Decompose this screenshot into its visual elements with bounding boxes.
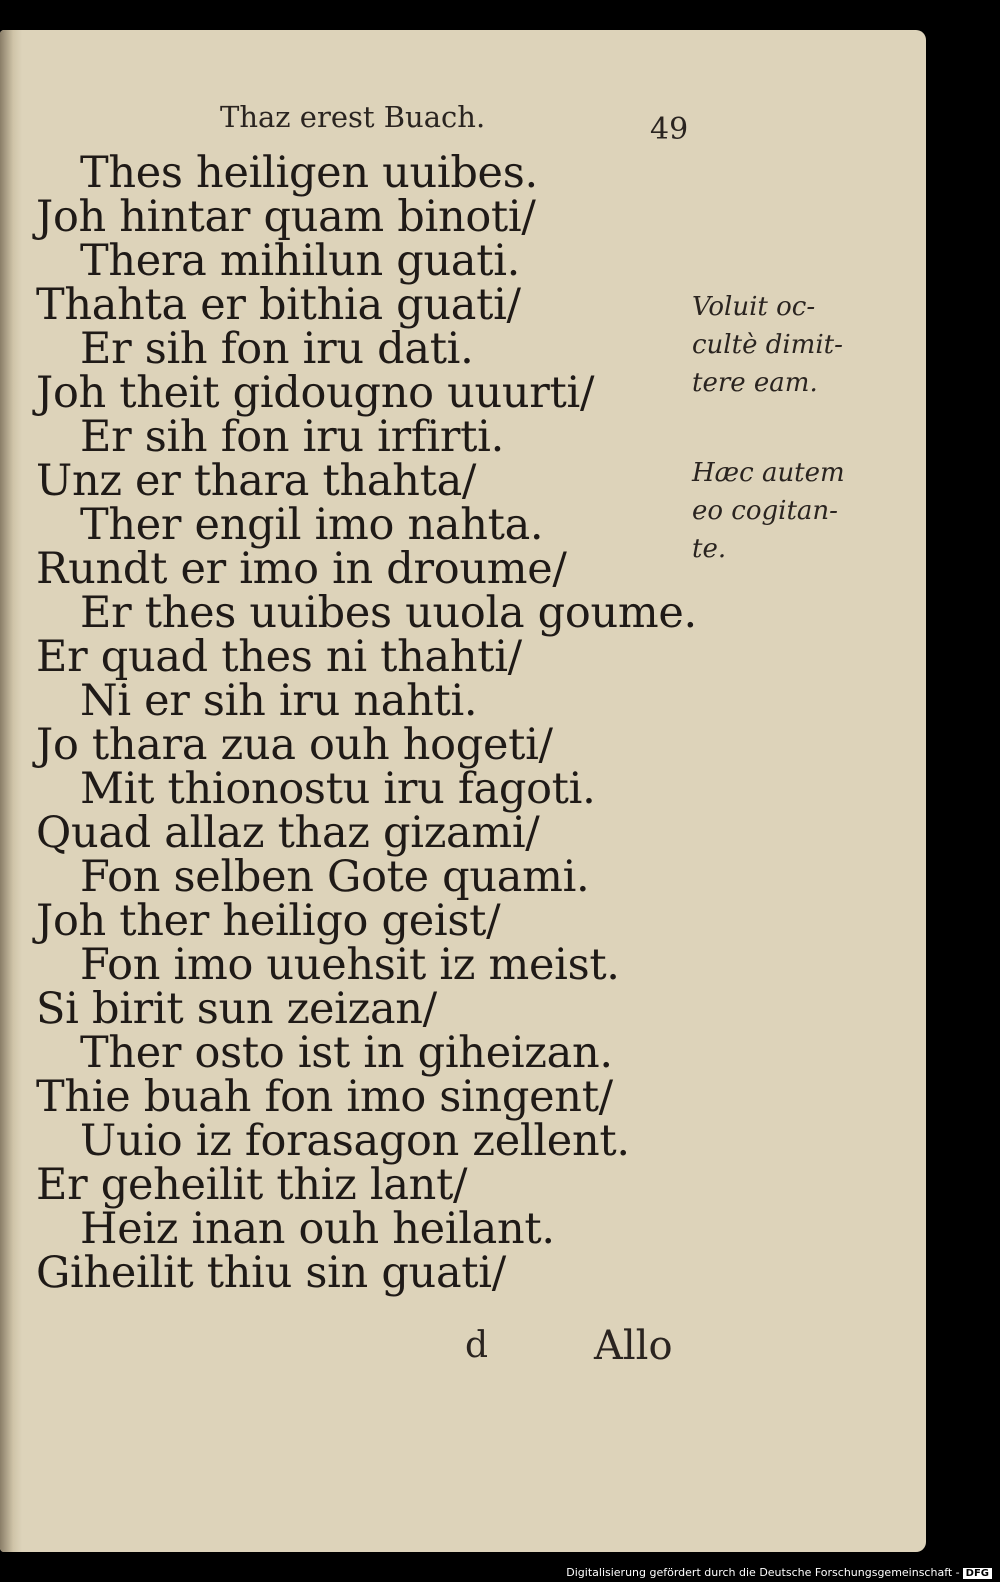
verse-line: Ni er sih iru nahti. [80, 676, 478, 726]
verse-line: Giheilit thiu sin guati/ [36, 1248, 506, 1298]
dfg-logo: DFG [963, 1568, 992, 1579]
verse-line: Mit thionostu iru fagoti. [80, 764, 596, 814]
verse-line: Joh ther heiligo geist/ [36, 896, 501, 946]
verse-line: Thera mihilun guati. [80, 236, 521, 286]
margin-note-line: eo cogitan- [692, 496, 838, 526]
margin-note [692, 454, 845, 568]
digitization-credit [566, 1566, 992, 1579]
verse-line: Er quad thes ni thahti/ [36, 632, 522, 682]
running-header: Thaz erest Buach. [220, 100, 486, 134]
verse-line: Thahta er bithia guati/ [36, 280, 521, 330]
page-number: 49 [650, 112, 689, 147]
verse-line: Unz er thara thahta/ [36, 456, 477, 506]
verse-line: Fon selben Gote quami. [80, 852, 590, 902]
margin-note-line: Voluit oc- [692, 292, 816, 322]
verse-line: Er geheilit thiz lant/ [36, 1160, 468, 1210]
verse-line: Fon imo uuehsit iz meist. [80, 940, 620, 990]
verse-line: Joh hintar quam binoti/ [36, 192, 536, 242]
margin-note [692, 288, 843, 402]
verse-line: Si birit sun zeizan/ [36, 984, 437, 1034]
margin-note-line: te. [692, 534, 727, 564]
book-page [0, 30, 926, 1552]
verse-line: Er thes uuibes uuola goume. [80, 588, 697, 638]
verse-line: Uuio iz forasagon zellent. [80, 1116, 630, 1166]
verse-line: Quad allaz thaz gizami/ [36, 808, 540, 858]
margin-note-line: Hæc autem [692, 458, 845, 488]
verse-line: Er sih fon iru dati. [80, 324, 474, 374]
verse-line: Er sih fon iru irfirti. [80, 412, 504, 462]
verse-line: Heiz inan ouh heilant. [80, 1204, 555, 1254]
page-gutter-shadow [0, 30, 22, 1552]
verse-line: Jo thara zua ouh hogeti/ [36, 720, 553, 770]
verse-line: Ther engil imo nahta. [80, 500, 544, 550]
credit-text: Digitalisierung gefördert durch die Deutsche Forschungsgemeinschaft - [566, 1566, 960, 1579]
catchword: Allo [594, 1323, 673, 1369]
verse-line: Thes heiligen uuibes. [80, 148, 538, 198]
verse-line: Joh theit gidougno uuurti/ [36, 368, 595, 418]
margin-note-line: tere eam. [692, 368, 818, 398]
verse-line: Rundt er imo in droume/ [36, 544, 567, 594]
verse-line: Ther osto ist in giheizan. [80, 1028, 613, 1078]
signature-mark: d [465, 1325, 489, 1366]
margin-note-line: cultè dimit- [692, 330, 843, 360]
verse-line: Thie buah fon imo singent/ [36, 1072, 613, 1122]
